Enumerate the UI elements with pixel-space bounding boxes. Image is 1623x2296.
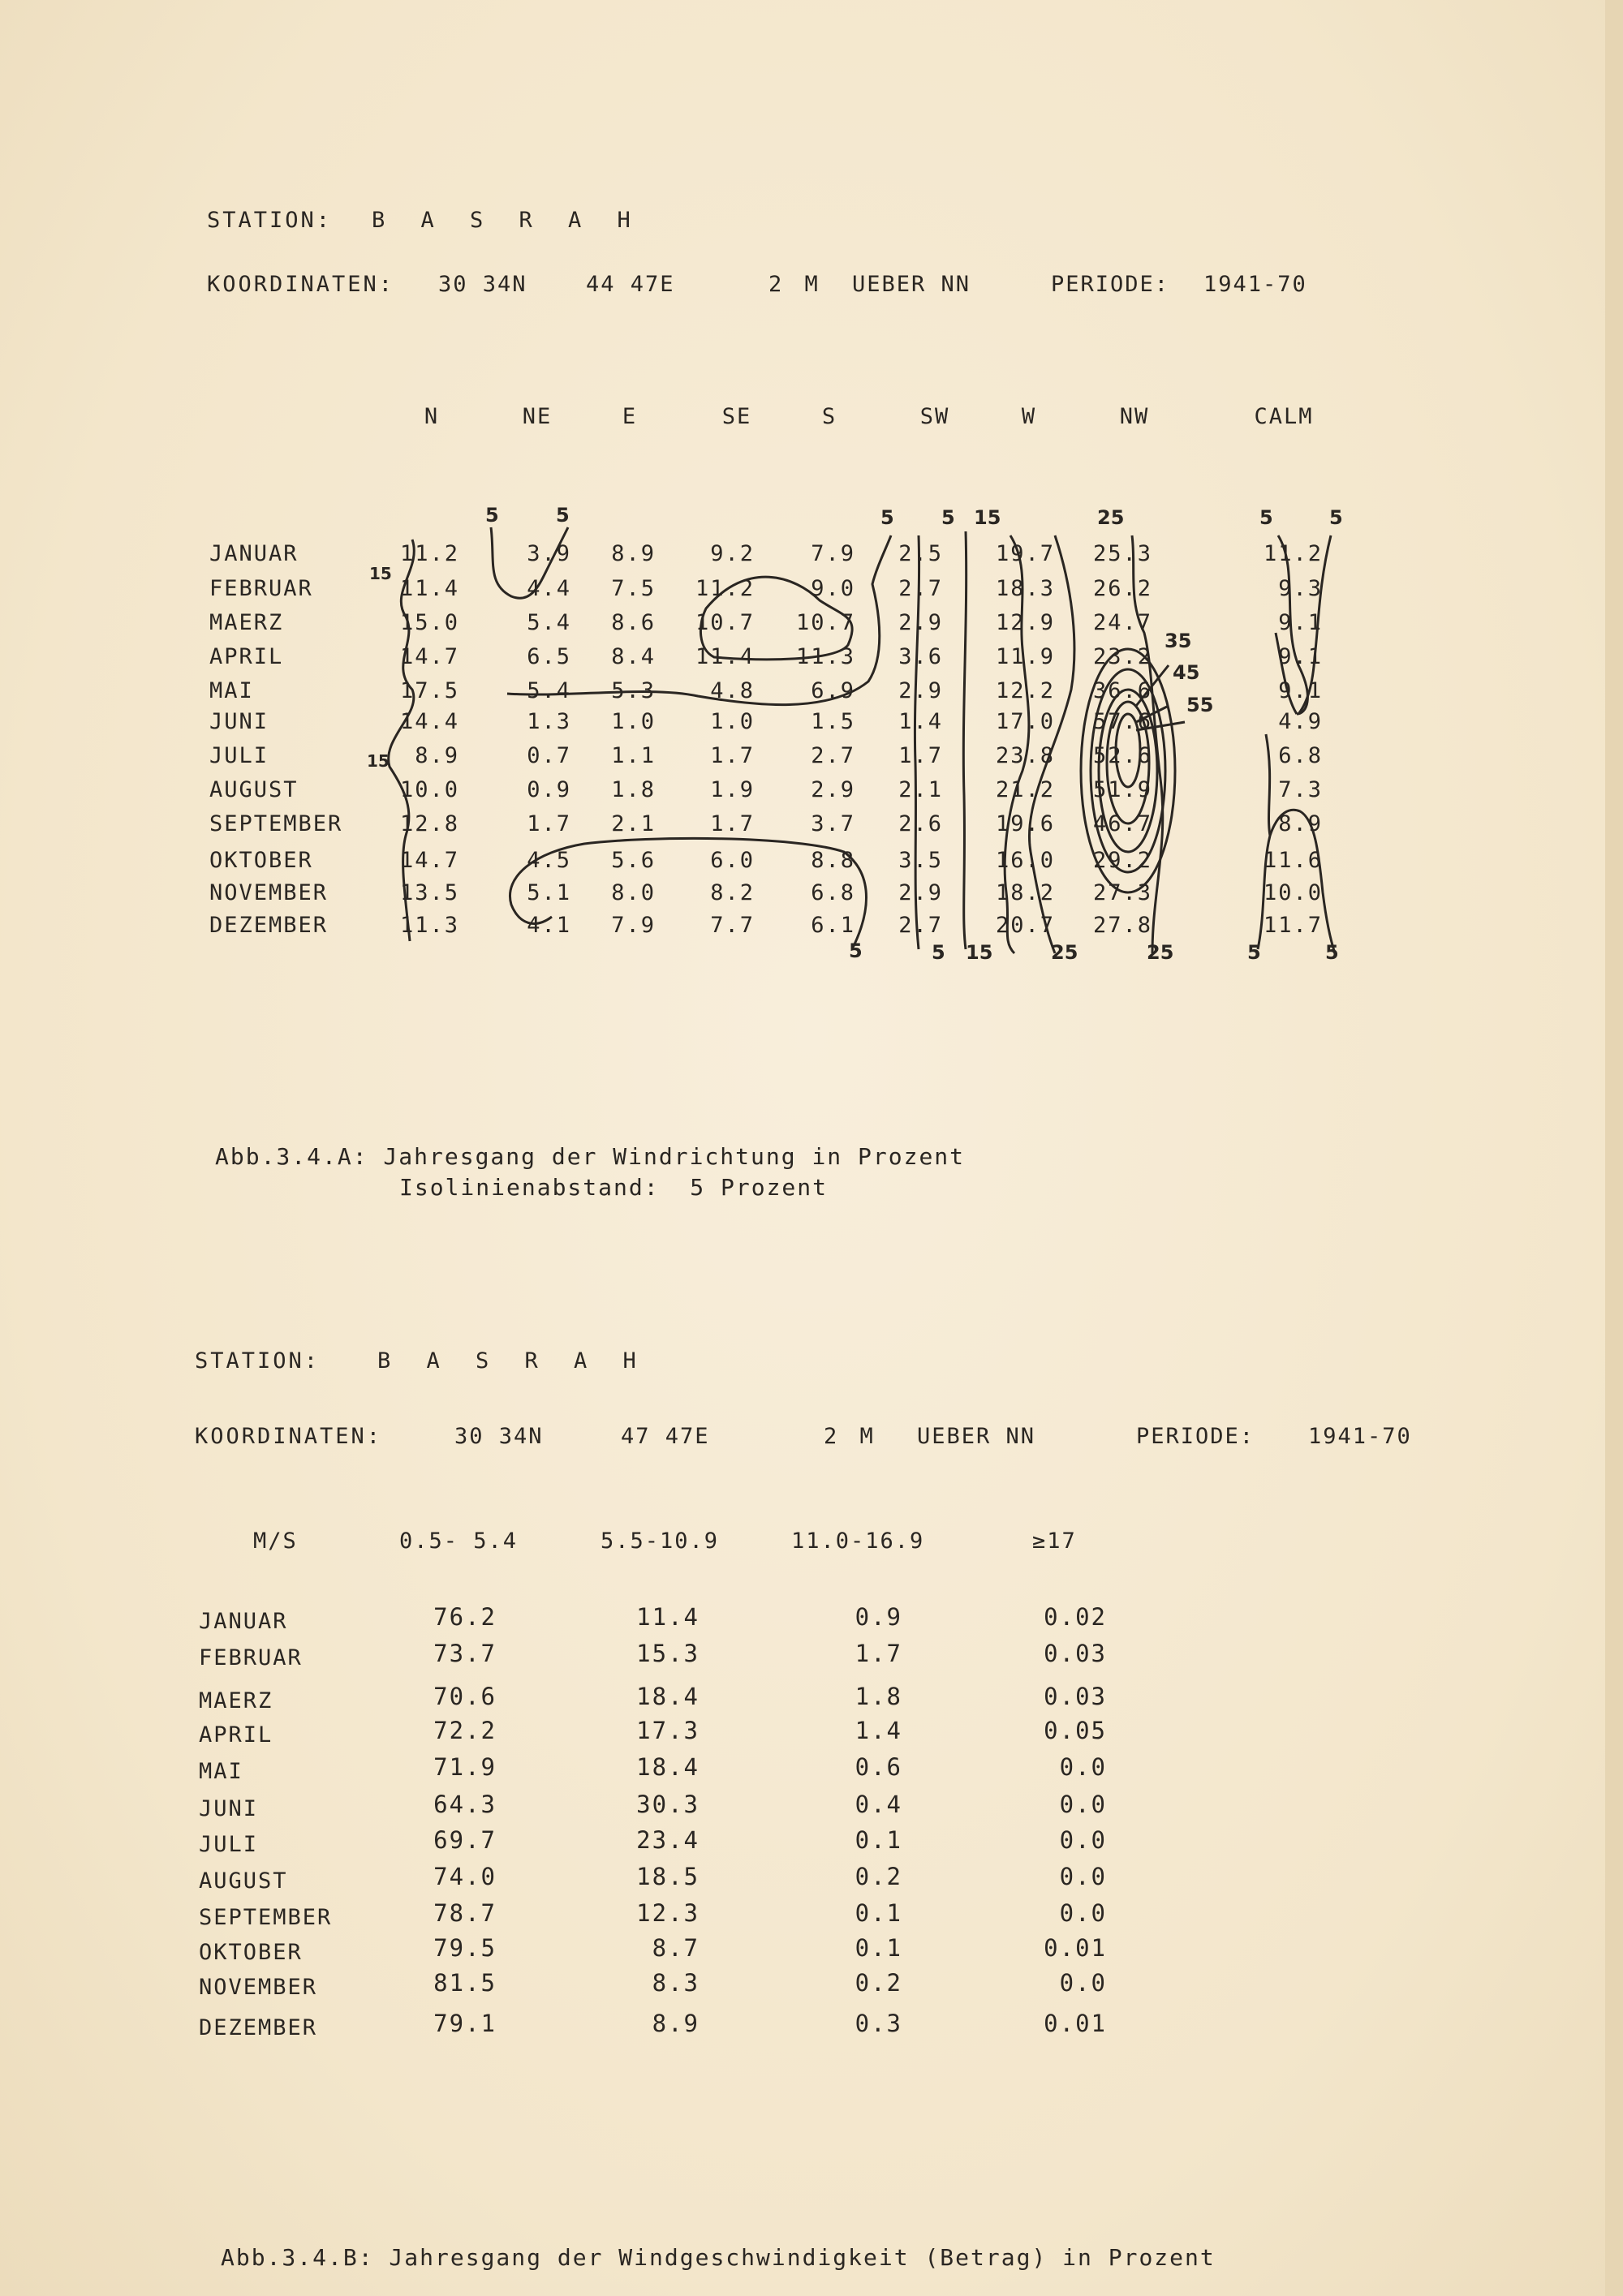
table-cell: 9.1 [1278, 610, 1323, 635]
table-cell: 10.0 [1263, 880, 1323, 905]
table-cell: 78.7 [433, 1899, 497, 1927]
coord-label-b: KOORDINATEN: [195, 1424, 383, 1449]
table-cell: 5.6 [611, 848, 656, 873]
caption-a-line2: Isolinienabstand: 5 Prozent [399, 1174, 829, 1201]
table-cell: 3.9 [527, 541, 571, 566]
table-cell: 4.4 [527, 576, 571, 601]
table-cell: 7.9 [611, 913, 656, 938]
table-cell: 0.9 [855, 1603, 902, 1631]
height-a: 2 M [768, 272, 823, 297]
table-cell: 18.5 [636, 1863, 700, 1890]
table-cell: 2.1 [611, 811, 656, 836]
table-cell: 6.8 [1278, 743, 1323, 768]
table-cell: 1.5 [811, 709, 855, 734]
longitude-a: 44 47E [586, 272, 675, 297]
isoline-label: 5 [1329, 506, 1343, 529]
table-cell: 8.9 [611, 541, 656, 566]
table-cell: 8.2 [710, 880, 755, 905]
table-cell: 2.7 [898, 576, 943, 601]
month-label: SEPTEMBER [209, 811, 343, 836]
table-cell: 12.9 [995, 610, 1055, 635]
caption-b: Abb.3.4.B: Jahresgang der Windgeschwindigkeit (Betrag) in Prozent [221, 2244, 1216, 2271]
table-cell: 11.4 [695, 644, 755, 669]
table-cell: 18.4 [636, 1753, 700, 1781]
table-cell: 2.7 [898, 913, 943, 938]
month-label: NOVEMBER [199, 1975, 318, 2000]
table-cell: 7.5 [611, 576, 656, 601]
table-cell: 12.2 [995, 678, 1055, 703]
isoline-w-15a [963, 531, 966, 949]
table-cell: 1.4 [898, 709, 943, 734]
isoline-sw-5 [915, 535, 919, 949]
month-label: OKTOBER [209, 848, 313, 873]
table-cell: 11.7 [1263, 913, 1323, 938]
table-cell: 2.9 [811, 777, 855, 802]
table-cell: 7.9 [811, 541, 855, 566]
table-cell: 19.6 [995, 811, 1055, 836]
table-cell: 0.9 [527, 777, 571, 802]
table-cell: 9.3 [1278, 576, 1323, 601]
latitude-a: 30 34N [438, 272, 527, 297]
station-label-b: STATION: [195, 1348, 321, 1374]
period-a: 1941-70 [1203, 272, 1307, 297]
isoline-label: 5 [941, 506, 955, 529]
table-cell: 71.9 [433, 1753, 497, 1781]
table-cell: 1.7 [710, 811, 755, 836]
table-cell: 5.3 [611, 678, 656, 703]
table-cell: 1.3 [527, 709, 571, 734]
table-cell: 2.9 [898, 678, 943, 703]
longitude-b: 47 47E [621, 1424, 710, 1449]
table-cell: 5.1 [527, 880, 571, 905]
table-cell: 0.01 [1044, 2010, 1107, 2037]
table-cell: 1.0 [611, 709, 656, 734]
table-cell: 0.0 [1059, 1753, 1107, 1781]
table-cell: 0.02 [1044, 1603, 1107, 1631]
month-label: FEBRUAR [199, 1645, 303, 1670]
isoline-label: 5 [485, 504, 499, 527]
latitude-b: 30 34N [454, 1424, 544, 1449]
isoline-ne-5 [491, 527, 568, 598]
table-cell: 4.5 [527, 848, 571, 873]
isoline-n-15 [389, 540, 415, 941]
table-cell: 8.9 [415, 743, 459, 768]
table-cell: 26.2 [1092, 576, 1152, 601]
isoline-label: 25 [1051, 941, 1078, 964]
table-cell: 6.1 [811, 913, 855, 938]
table-cell: 1.9 [710, 777, 755, 802]
month-label: JUNI [199, 1796, 259, 1821]
table-cell: 0.7 [527, 743, 571, 768]
table-cell: 4.9 [1278, 709, 1323, 734]
month-label: JANUAR [209, 541, 299, 566]
isoline-nw-35 [1081, 649, 1175, 892]
station-name-a: B A S R A H [372, 208, 642, 233]
month-label: AUGUST [199, 1868, 288, 1894]
isoline-nw-40 [1091, 669, 1165, 872]
table-cell: 4.1 [527, 913, 571, 938]
table-cell: 0.0 [1059, 1899, 1107, 1927]
table-cell: 11.6 [1263, 848, 1323, 873]
speed-class-header: 5.5-10.9 [601, 1529, 720, 1554]
direction-header: NW [1119, 404, 1150, 429]
direction-header: SW [919, 404, 950, 429]
month-label: JULI [199, 1832, 259, 1857]
table-cell: 1.7 [855, 1640, 902, 1667]
table-cell: 0.03 [1044, 1683, 1107, 1710]
month-label: JUNI [209, 709, 269, 734]
isoline-label: 35 [1165, 630, 1192, 652]
table-cell: 30.3 [636, 1791, 700, 1818]
table-cell: 70.6 [433, 1683, 497, 1710]
table-cell: 25.3 [1092, 541, 1152, 566]
table-cell: 19.7 [995, 541, 1055, 566]
isoline-label: 5 [1325, 941, 1339, 964]
table-cell: 9.1 [1278, 644, 1323, 669]
isoline-label: 55 [1186, 694, 1214, 716]
isoline-calm-5b [1298, 535, 1331, 714]
height-ref-a: UEBER NN [852, 272, 971, 297]
isoline-label: 15 [367, 751, 390, 771]
table-cell: 11.3 [399, 913, 459, 938]
table-cell: 1.8 [855, 1683, 902, 1710]
table-cell: 0.3 [855, 2010, 902, 2037]
table-cell: 1.0 [710, 709, 755, 734]
table-cell: 23.4 [636, 1826, 700, 1854]
table-cell: 3.5 [898, 848, 943, 873]
table-cell: 5.4 [527, 610, 571, 635]
table-cell: 14.7 [399, 848, 459, 873]
speed-class-header: ≥17 [1032, 1529, 1077, 1554]
isoline-label: 25 [1097, 506, 1125, 529]
table-cell: 18.4 [636, 1683, 700, 1710]
table-cell: 0.05 [1044, 1717, 1107, 1744]
table-cell: 8.7 [652, 1934, 700, 1962]
table-cell: 8.9 [652, 2010, 700, 2037]
isoline-label: 15 [974, 506, 1001, 529]
month-label: MAERZ [209, 610, 284, 635]
table-cell: 0.01 [1044, 1934, 1107, 1962]
table-cell: 2.5 [898, 541, 943, 566]
table-cell: 0.2 [855, 1969, 902, 1997]
table-cell: 9.0 [811, 576, 855, 601]
isoline-w-15b [1005, 535, 1029, 953]
period-b: 1941-70 [1308, 1424, 1412, 1449]
table-cell: 18.3 [995, 576, 1055, 601]
table-cell: 73.7 [433, 1640, 497, 1667]
table-cell: 0.0 [1059, 1863, 1107, 1890]
table-cell: 2.1 [898, 777, 943, 802]
table-cell: 81.5 [433, 1969, 497, 1997]
speed-class-header: 0.5- 5.4 [399, 1529, 519, 1554]
isoline-calm-5d [1266, 734, 1270, 836]
direction-header: SE [721, 404, 752, 429]
month-label: DEZEMBER [199, 2015, 318, 2040]
month-label: AUGUST [209, 777, 299, 802]
table-cell: 21.2 [995, 777, 1055, 802]
isoline-nw-25a [1029, 535, 1074, 953]
isoline-label: 5 [556, 504, 570, 527]
table-cell: 27.3 [1092, 880, 1152, 905]
table-cell: 15.3 [636, 1640, 700, 1667]
table-cell: 20.7 [995, 913, 1055, 938]
direction-header: CALM [1254, 404, 1314, 429]
table-cell: 0.1 [855, 1899, 902, 1927]
table-cell: 2.9 [898, 880, 943, 905]
table-cell: 7.3 [1278, 777, 1323, 802]
isoline-label: 5 [1259, 506, 1273, 529]
table-cell: 1.7 [898, 743, 943, 768]
table-cell: 57.6 [1092, 709, 1152, 734]
table-cell: 8.6 [611, 610, 656, 635]
table-cell: 0.1 [855, 1934, 902, 1962]
caption-a-line1: Abb.3.4.A: Jahresgang der Windrichtung in Prozent [215, 1143, 966, 1170]
table-cell: 3.7 [811, 811, 855, 836]
table-cell: 16.0 [995, 848, 1055, 873]
table-cell: 8.8 [811, 848, 855, 873]
table-cell: 76.2 [433, 1603, 497, 1631]
table-cell: 6.8 [811, 880, 855, 905]
table-cell: 0.2 [855, 1863, 902, 1890]
table-cell: 7.7 [710, 913, 755, 938]
table-cell: 8.3 [652, 1969, 700, 1997]
table-cell: 29.2 [1092, 848, 1152, 873]
table-cell: 15.0 [399, 610, 459, 635]
table-cell: 4.8 [710, 678, 755, 703]
table-cell: 46.7 [1092, 811, 1152, 836]
table-cell: 17.5 [399, 678, 459, 703]
table-cell: 11.4 [399, 576, 459, 601]
isoline-central-5 [507, 535, 891, 705]
table-cell: 1.7 [527, 811, 571, 836]
table-cell: 27.8 [1092, 913, 1152, 938]
table-cell: 8.9 [1278, 811, 1323, 836]
table-cell: 1.8 [611, 777, 656, 802]
table-cell: 17.0 [995, 709, 1055, 734]
coord-label-a: KOORDINATEN: [207, 272, 395, 297]
table-cell: 0.0 [1059, 1969, 1107, 1997]
month-label: MAI [199, 1759, 243, 1784]
table-cell: 36.6 [1092, 678, 1152, 703]
table-cell: 0.6 [855, 1753, 902, 1781]
table-cell: 2.7 [811, 743, 855, 768]
table-cell: 9.2 [710, 541, 755, 566]
table-cell: 11.2 [1263, 541, 1323, 566]
table-cell: 5.4 [527, 678, 571, 703]
period-label-a: PERIODE: [1051, 272, 1170, 297]
table-cell: 12.8 [399, 811, 459, 836]
month-label: APRIL [199, 1722, 273, 1748]
table-cell: 79.1 [433, 2010, 497, 2037]
direction-header: W [1021, 404, 1037, 429]
isoline-label: 5 [849, 939, 863, 962]
period-label-b: PERIODE: [1136, 1424, 1255, 1449]
table-cell: 6.9 [811, 678, 855, 703]
month-label: JULI [209, 743, 269, 768]
table-cell: 11.2 [399, 541, 459, 566]
speed-class-header: 11.0-16.9 [791, 1529, 925, 1554]
isoline-label: 5 [880, 506, 894, 529]
table-cell: 23.8 [995, 743, 1055, 768]
isoline-label: 15 [369, 564, 392, 583]
table-cell: 12.3 [636, 1899, 700, 1927]
month-label: JANUAR [199, 1609, 288, 1634]
direction-header: E [622, 404, 638, 429]
month-label: FEBRUAR [209, 576, 313, 601]
table-cell: 11.3 [795, 644, 855, 669]
table-cell: 24.7 [1092, 610, 1152, 635]
table-cell: 1.1 [611, 743, 656, 768]
table-cell: 2.6 [898, 811, 943, 836]
table-cell: 74.0 [433, 1863, 497, 1890]
table-cell: 6.5 [527, 644, 571, 669]
table-cell: 51.9 [1092, 777, 1152, 802]
table-cell: 52.6 [1092, 743, 1152, 768]
month-label: DEZEMBER [209, 913, 329, 938]
isoline-calm-5a [1276, 535, 1307, 714]
isoline-label: 45 [1173, 661, 1200, 684]
table-cell: 1.7 [710, 743, 755, 768]
table-cell: 10.7 [795, 610, 855, 635]
table-cell: 17.3 [636, 1717, 700, 1744]
table-cell: 2.9 [898, 610, 943, 635]
isoline-central-5-bottom [510, 838, 866, 949]
isoline-se-10 [700, 577, 852, 660]
station-label-a: STATION: [207, 208, 333, 233]
table-cell: 8.4 [611, 644, 656, 669]
table-cell: 10.7 [695, 610, 755, 635]
isoline-label: 5 [932, 941, 945, 964]
direction-header: N [424, 404, 440, 429]
height-ref-b: UEBER NN [917, 1424, 1036, 1449]
station-name-b: B A S R A H [377, 1348, 648, 1374]
table-cell: 0.0 [1059, 1826, 1107, 1854]
table-cell: 11.9 [995, 644, 1055, 669]
month-label: SEPTEMBER [199, 1905, 333, 1930]
month-label: APRIL [209, 644, 284, 669]
month-label: NOVEMBER [209, 880, 329, 905]
table-cell: 1.4 [855, 1717, 902, 1744]
table-cell: 9.1 [1278, 678, 1323, 703]
table-cell: 64.3 [433, 1791, 497, 1818]
isoline-label: 5 [1247, 941, 1261, 964]
table-cell: 11.2 [695, 576, 755, 601]
table-cell: 18.2 [995, 880, 1055, 905]
table-cell: 8.0 [611, 880, 656, 905]
table-cell: 69.7 [433, 1826, 497, 1854]
table-cell: 13.5 [399, 880, 459, 905]
table-cell: 10.0 [399, 777, 459, 802]
month-label: MAI [209, 678, 254, 703]
unit-label: M/S [253, 1529, 298, 1554]
table-cell: 72.2 [433, 1717, 497, 1744]
direction-header: S [821, 404, 837, 429]
table-cell: 3.6 [898, 644, 943, 669]
table-cell: 0.0 [1059, 1791, 1107, 1818]
table-cell: 79.5 [433, 1934, 497, 1962]
table-cell: 14.4 [399, 709, 459, 734]
height-b: 2 M [824, 1424, 878, 1449]
table-cell: 23.2 [1092, 644, 1152, 669]
table-cell: 6.0 [710, 848, 755, 873]
table-cell: 14.7 [399, 644, 459, 669]
table-cell: 0.03 [1044, 1640, 1107, 1667]
table-cell: 0.4 [855, 1791, 902, 1818]
table-cell: 0.1 [855, 1826, 902, 1854]
table-cell: 11.4 [636, 1603, 700, 1631]
isoline-label: 25 [1147, 941, 1174, 964]
direction-header: NE [522, 404, 553, 429]
isoline-nw-55 [1116, 714, 1140, 787]
month-label: OKTOBER [199, 1940, 303, 1965]
isoline-label: 15 [966, 941, 993, 964]
isoline-overlay [0, 0, 1623, 1014]
month-label: MAERZ [199, 1688, 273, 1713]
